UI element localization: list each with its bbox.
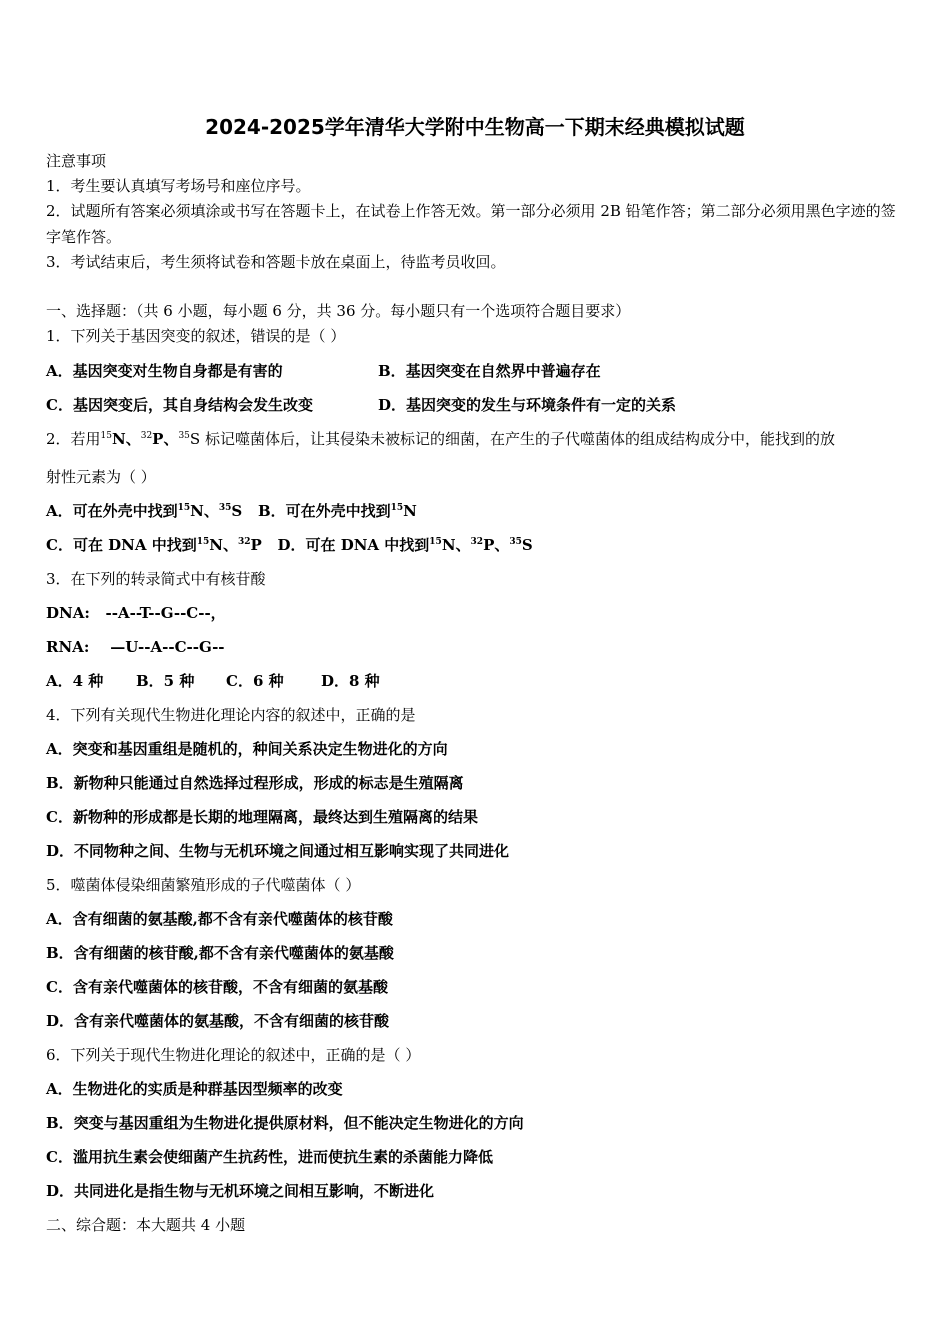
section-2-heading: 二、综合题：本大题共 4 小题 <box>46 1216 246 1234</box>
question-6-option-b: B．突变与基因重组为生物进化提供原材料，但不能决定生物进化的方向 <box>46 1114 524 1132</box>
question-3-option-d: D．8 种 <box>321 672 380 690</box>
notice-item-2: 2．试题所有答案必须填涂或书写在答题卡上，在试卷上作答无效。第一部分必须用 2B 铅笔作答；第二部分必须用黑色字迹的签字笔作答。 <box>46 202 896 246</box>
page-title: 2024-2025学年清华大学附中生物高一下期末经典模拟试题 <box>205 115 745 139</box>
question-6-option-d: D．共同进化是指生物与无机环境之间相互影响，不断进化 <box>46 1182 435 1200</box>
notice-heading: 注意事项 <box>46 152 107 170</box>
question-2-option-c: C．可在 DNA 中找到$^{15}$N、$^{32}$P <box>46 536 262 554</box>
question-2-option-b: B．可在外壳中找到$^{15}$N <box>257 502 417 520</box>
question-2-options-ab <box>46 501 417 521</box>
question-1-stem: 1．下列关于基因突变的叙述，错误的是（ ） <box>46 327 346 345</box>
question-6-stem: 6．下列关于现代生物进化理论的叙述中，正确的是（ ） <box>46 1046 421 1064</box>
question-1-option-c: C．基因突变后，其自身结构会发生改变 <box>46 396 313 414</box>
question-5-option-a: A．含有细菌的氨基酸,都不含有亲代噬菌体的核苷酸 <box>46 910 393 928</box>
question-5-option-b: B．含有细菌的核苷酸,都不含有亲代噬菌体的氨基酸 <box>46 944 394 962</box>
notice-item-3: 3．考试结束后，考生须将试卷和答题卡放在桌面上，待监考员收回。 <box>46 253 506 271</box>
question-5-option-d: D．含有亲代噬菌体的氨基酸，不含有细菌的核苷酸 <box>46 1012 390 1030</box>
question-4-stem: 4．下列有关现代生物进化理论内容的叙述中，正确的是 <box>46 706 416 724</box>
question-4-option-a: A．突变和基因重组是随机的，种间关系决定生物进化的方向 <box>46 740 448 758</box>
question-3-stem: 3．在下列的转录简式中有核苷酸 <box>46 570 266 588</box>
question-3-option-b: B．5 种 <box>136 672 195 690</box>
question-2-option-d: D．可在 DNA 中找到$^{15}$N、$^{32}$P、$^{35}$S <box>277 536 533 554</box>
question-6-option-c: C．滥用抗生素会使细菌产生抗药性，进而使抗生素的杀菌能力降低 <box>46 1148 493 1166</box>
question-6-option-a: A．生物进化的实质是种群基因型频率的改变 <box>46 1080 343 1098</box>
notice-item-1: 1．考生要认真填写考场号和座位序号。 <box>46 177 311 195</box>
section-1-heading: 一、选择题：（共 6 小题，每小题 6 分，共 36 分。每小题只有一个选项符合题目要求） <box>46 302 631 320</box>
question-2-options-cd <box>46 535 533 555</box>
question-4-option-d: D．不同物种之间、生物与无机环境之间通过相互影响实现了共同进化 <box>46 842 510 860</box>
question-3-option-a: A．4 种 <box>46 672 104 690</box>
question-1-option-a: A．基因突变对生物自身都是有害的 <box>46 362 283 380</box>
question-5-option-c: C．含有亲代噬菌体的核苷酸，不含有细菌的氨基酸 <box>46 978 388 996</box>
question-3-option-c: C．6 种 <box>226 672 284 690</box>
question-4-option-b: B．新物种只能通过自然选择过程形成，形成的标志是生殖隔离 <box>46 774 464 792</box>
question-2-option-a: A．可在外壳中找到$^{15}$N、$^{35}$S <box>46 502 243 520</box>
question-2-stem: 2．若用$^{15}$N、$^{32}$P、$^{35}$S 标记噬菌体后，让其侵染未被标记的细菌，在产生的子代噬菌体的组成结构成分中，能找到的放 <box>46 430 835 448</box>
question-3-rna-strand: RNA: —U--A--C--G-- <box>46 638 225 656</box>
question-1-option-d: D．基因突变的发生与环境条件有一定的关系 <box>378 396 677 414</box>
question-2-stem-continued: 射性元素为（ ） <box>46 468 156 486</box>
question-5-stem: 5．噬菌体侵染细菌繁殖形成的子代噬菌体（ ） <box>46 876 361 894</box>
question-3-options <box>46 671 380 691</box>
question-1-option-b: B．基因突变在自然界中普遍存在 <box>378 362 601 380</box>
question-3-dna-strand: DNA: --A--T--G--C--， <box>46 604 226 622</box>
question-4-option-c: C．新物种的形成都是长期的地理隔离，最终达到生殖隔离的结果 <box>46 808 478 826</box>
